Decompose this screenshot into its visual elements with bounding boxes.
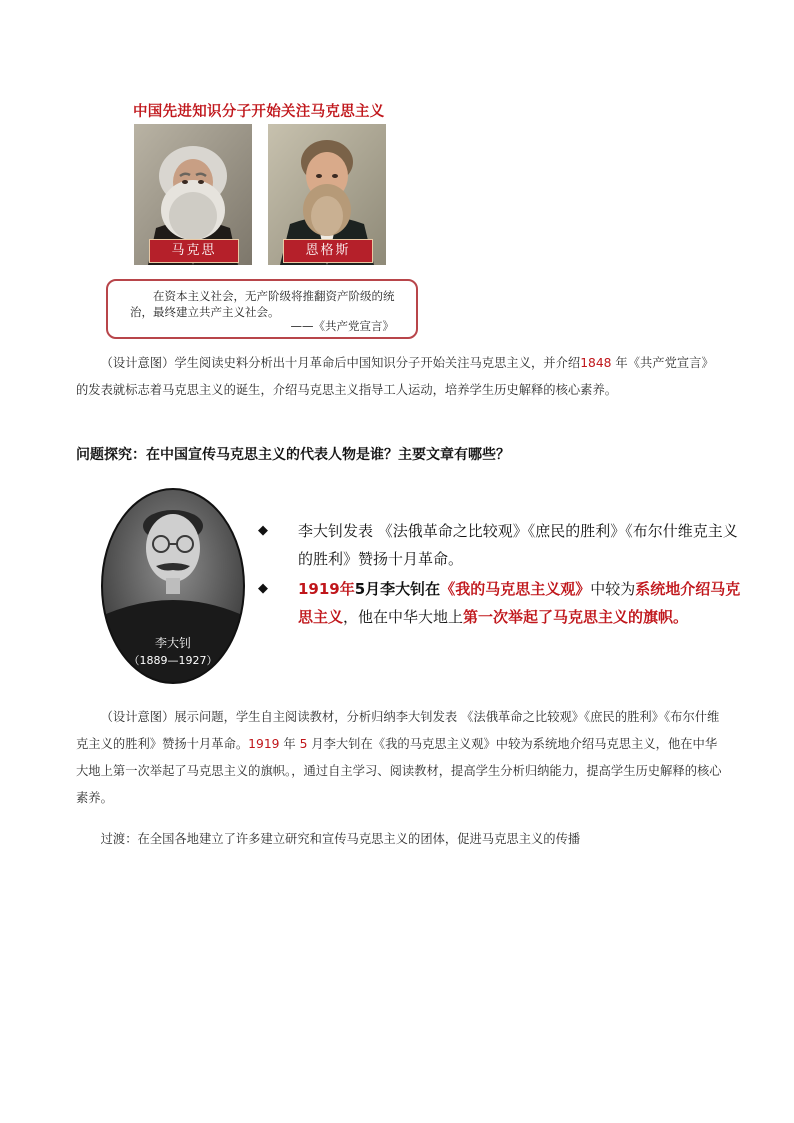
engels-label: 恩格斯: [283, 239, 373, 263]
diamond-bullet-icon: ◆: [258, 581, 268, 596]
bullet-2-red-1: 系统地介绍马克思主义: [298, 580, 741, 626]
design-intent-2-text-b: 年: [279, 737, 300, 751]
bullet-2-text: [278, 575, 743, 631]
design-intent-2-num-1: 1919: [248, 737, 280, 751]
bullet-2-text-b: 中较为: [590, 580, 636, 598]
design-intent-paragraph-1: [76, 350, 724, 404]
design-intent-1-text-b: 年《共产党宣言》的发表就标志着马克思主义的诞生，介绍马克思主义指导工人运动，培养学生历史解释的核心素养。: [76, 356, 714, 397]
bullet-2-title: 《我的马克思主义观》: [440, 580, 591, 598]
question-heading: 问题探究：在中国宣传马克思主义的代表人物是谁？主要文章有哪些？: [76, 447, 510, 463]
quote-source: ——《共产党宣言》: [290, 319, 394, 333]
design-intent-2-num-2: 5: [299, 737, 308, 751]
engels-portrait: [268, 124, 386, 265]
bullet-item-1: [258, 517, 743, 573]
diamond-bullet-icon: ◆: [258, 523, 268, 538]
transition-paragraph: 过渡：在全国各地建立了许多建立研究和宣传马克思主义的团体，促进马克思主义的传播: [100, 832, 581, 846]
quote-box: [106, 279, 418, 339]
design-intent-1-year: 1848: [580, 356, 612, 370]
design-intent-paragraph-2: [76, 704, 724, 812]
design-intent-2-text-c: 月李大钊在《我的马克思主义观》中较为系统地介绍马克思主义，他在中华大地上第一次举起了马克思主义的旗帜。，通过自主学习、阅读教材，提高学生分析归纳能力，提高学生历史解释的核心素养。: [76, 737, 722, 805]
manifesto-quote: 在资本主义社会，无产阶级将推翻资产阶级的统治，最终建立共产主义社会。: [130, 289, 395, 319]
bullet-item-2: [258, 575, 743, 631]
design-intent-1-text-a: （设计意图）学生阅读史料分析出十月革命后中国知识分子开始关注马克思主义，并介绍: [100, 356, 581, 370]
figure-title: 中国先进知识分子开始关注马克思主义: [133, 104, 385, 120]
photo-caption-years: （1889—1927）: [128, 654, 218, 667]
marx-label: 马克思: [149, 239, 239, 263]
bullet-2-text-c: ，他在中华大地上: [343, 608, 464, 626]
bullet-2-text-a: 5月李大钊在: [354, 580, 441, 598]
marx-portrait: [134, 124, 252, 265]
bullet-list: [258, 517, 743, 633]
li-dazhao-photo: [100, 486, 246, 686]
bullet-1-text: 李大钊发表 《法俄革命之比较观》《庶民的胜利》《布尔什维克主义的胜利》赞扬十月革命。: [298, 522, 738, 568]
bullet-2-red-2: 第一次举起了马克思主义的旗帜。: [463, 608, 689, 626]
bullet-2-year: 1919年: [298, 580, 355, 598]
design-intent-2-text-a: （设计意图）展示问题，学生自主阅读教材，分析归纳李大钊发表 《法俄革命之比较观》《庶民的胜利》《布尔什维克主义的胜利》赞扬十月革命。: [76, 710, 720, 751]
photo-caption-name: 李大钊: [154, 636, 191, 650]
